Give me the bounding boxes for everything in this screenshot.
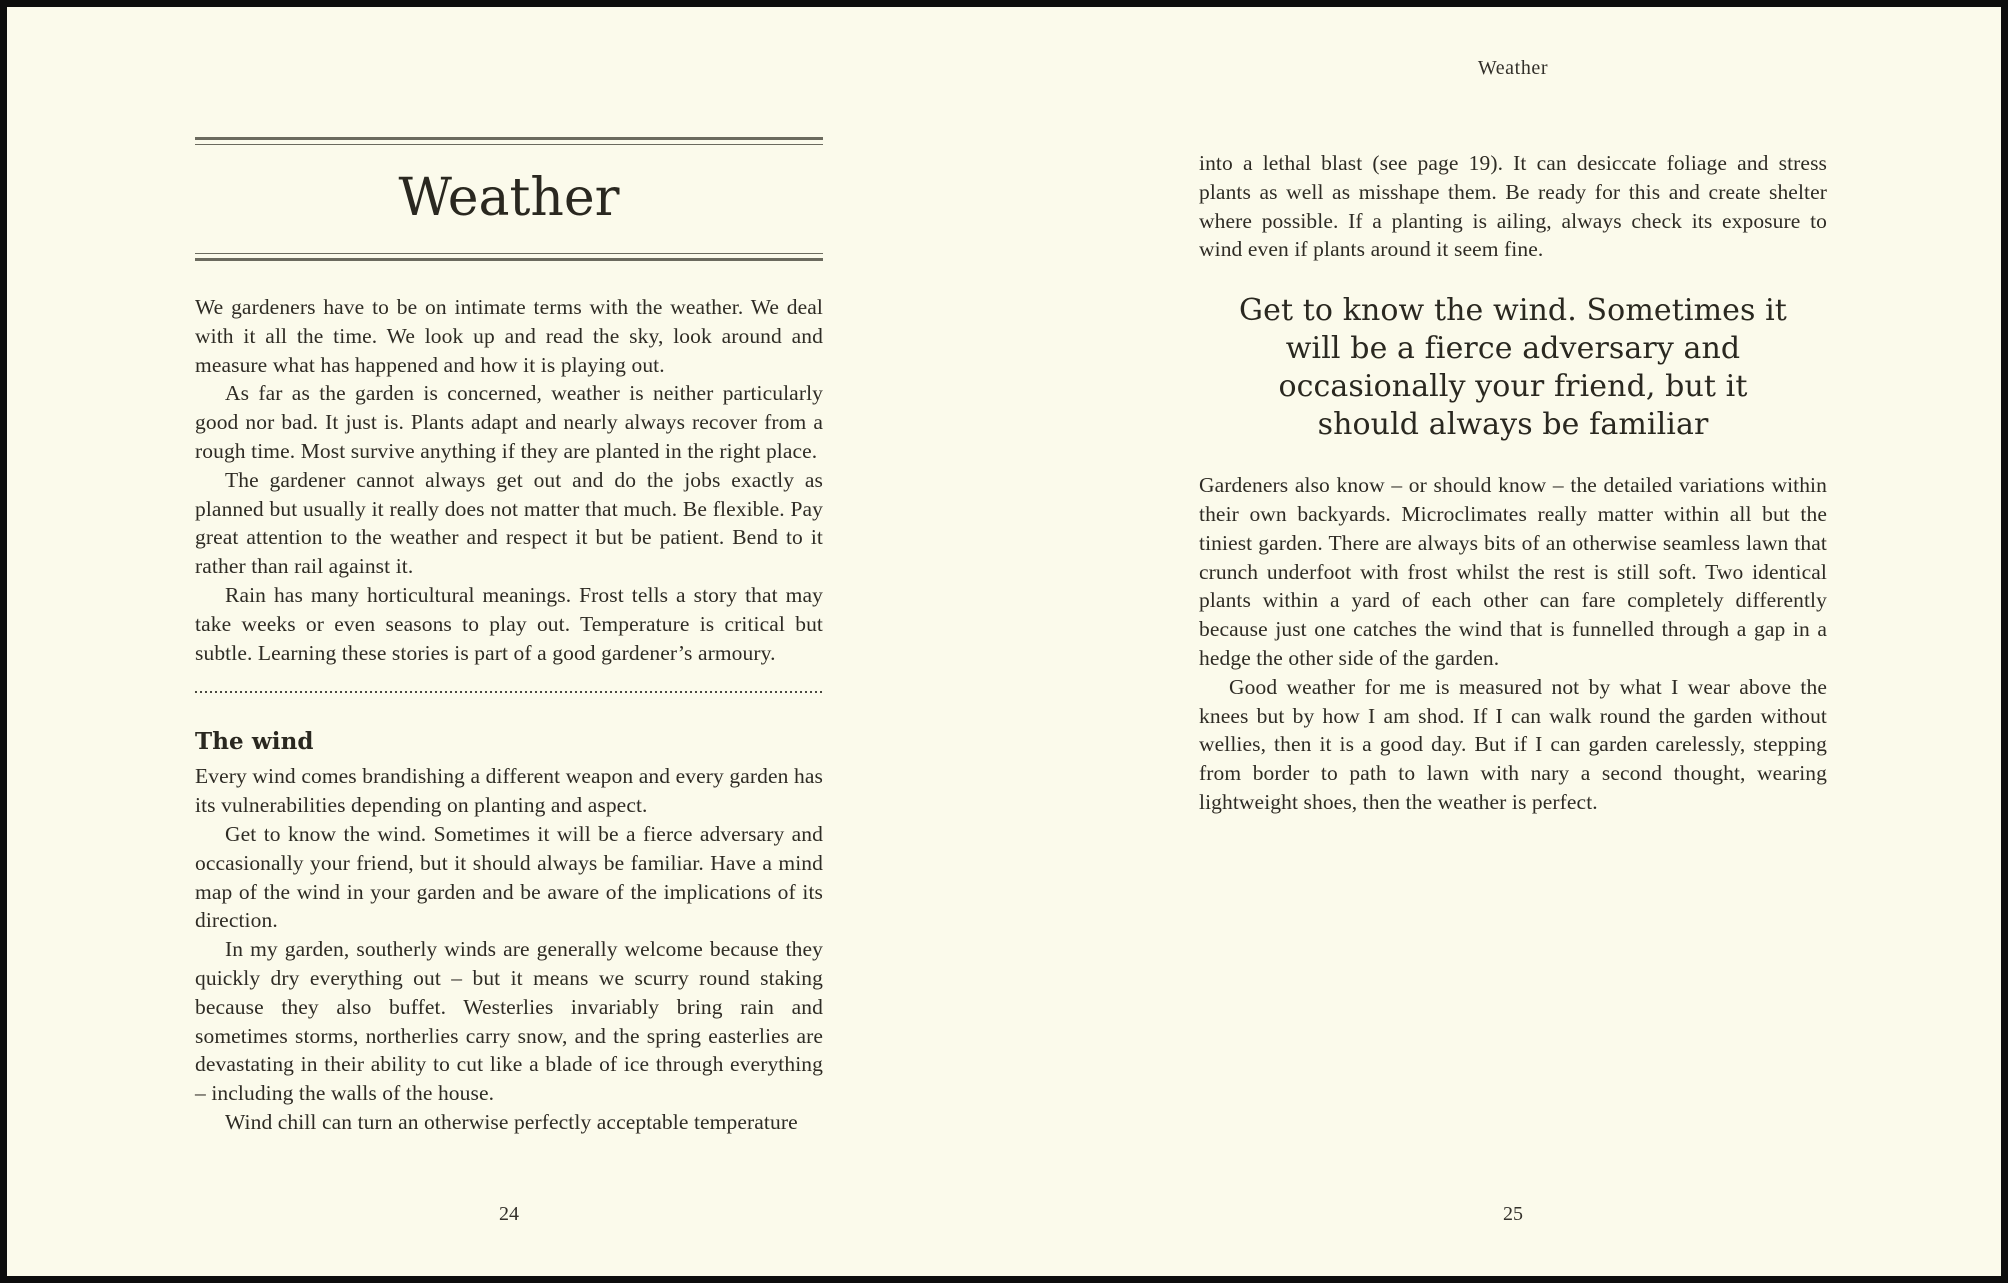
left-page-body (195, 293, 823, 1137)
pull-quote (1199, 292, 1827, 444)
pull-quote-line: occasionally your friend, but it (1278, 369, 1748, 405)
paragraph: As far as the garden is concerned, weather is neither particularly good nor bad. It just is. Plants adapt and nearly always recover from a rough time. Most survive anything if they are planted in the right place. (195, 381, 823, 463)
right-page-body (1199, 149, 1827, 817)
chapter-rule-bottom (195, 253, 823, 261)
page-number-right: 25 (1503, 1203, 1523, 1225)
paragraph: In my garden, southerly winds are generally welcome because they quickly dry everything out – but it means we scurry round staking because they also buffet. Westerlies invariably bring rain and sometimes storms, northerlies carry snow, and the spring easterlies are devastating in their ability to cut like a blade of ice through everything – including the walls of the house. (195, 937, 823, 1106)
paragraph: The gardener cannot always get out and do the jobs exactly as planned but usually it really does not matter that much. Be flexible. Pay great attention to the weather and respect it but be patient. Bend to it rather than rail against it. (195, 467, 823, 579)
paragraph: Good weather for me is measured not by what I wear above the knees but by how I am shod. If I can walk round the garden without wellies, then it is a good day. But if I can garden carelessly, stepping from border to path to lawn with nary a second thought, wearing lightweight shoes, then the weather is perfect. (1199, 674, 1827, 814)
running-head: Weather (1477, 57, 1549, 79)
chapter-head (195, 137, 823, 261)
paragraph: We gardeners have to be on intimate terms with the weather. We deal with it all the time. We look up and read the sky, look around and measure what has happened and how it is playing out. (195, 295, 823, 377)
dotted-section-divider (195, 691, 823, 693)
paragraph: Every wind comes brandishing a different weapon and every garden has its vulnerabilities depending on planting and aspect. (195, 764, 823, 818)
paragraph: Wind chill can turn an otherwise perfectly acceptable temperature (225, 1109, 798, 1134)
chapter-title: Weather (398, 168, 620, 228)
right-page (1199, 7, 1827, 1276)
pull-quote-line: Get to know the wind. Sometimes it (1239, 293, 1787, 329)
paragraph: into a lethal blast (see page 19). It can desiccate foliage and stress plants as well as misshape them. Be ready for this and create shelter where possible. If a planting is ailing, always check its exposure to wind even if plants around it seem fine. (1199, 151, 1827, 262)
page-number-left: 24 (499, 1203, 519, 1225)
left-page (195, 7, 823, 1276)
paragraph: Get to know the wind. Sometimes it will be a fierce adversary and occasionally your friend, but it should always be familiar. Have a mind map of the wind in your garden and be aware of the implications of its direction. (195, 821, 823, 933)
paragraph: Rain has many horticultural meanings. Frost tells a story that may take weeks or even seasons to play out. Temperature is critical but subtle. Learning these stories is part of a good gardener’s armoury. (195, 582, 823, 665)
pull-quote-line: will be a fierce adversary and (1285, 331, 1741, 367)
chapter-rule-top (195, 137, 823, 145)
paragraph: Gardeners also know – or should know – the detailed variations within their own backyards. Microclimates really matter within all but the tiniest garden. There are always bits of an otherwise seamless lawn that crunch underfoot with frost whilst the rest is still soft. Two identical plants within a yard of each other can fare completely differently because just one catches the wind that is funnelled through a gap in a hedge the other side of the garden. (1199, 473, 1827, 670)
section-heading-the-wind: The wind (195, 728, 314, 756)
pull-quote-line: should always be familiar (1317, 407, 1709, 443)
